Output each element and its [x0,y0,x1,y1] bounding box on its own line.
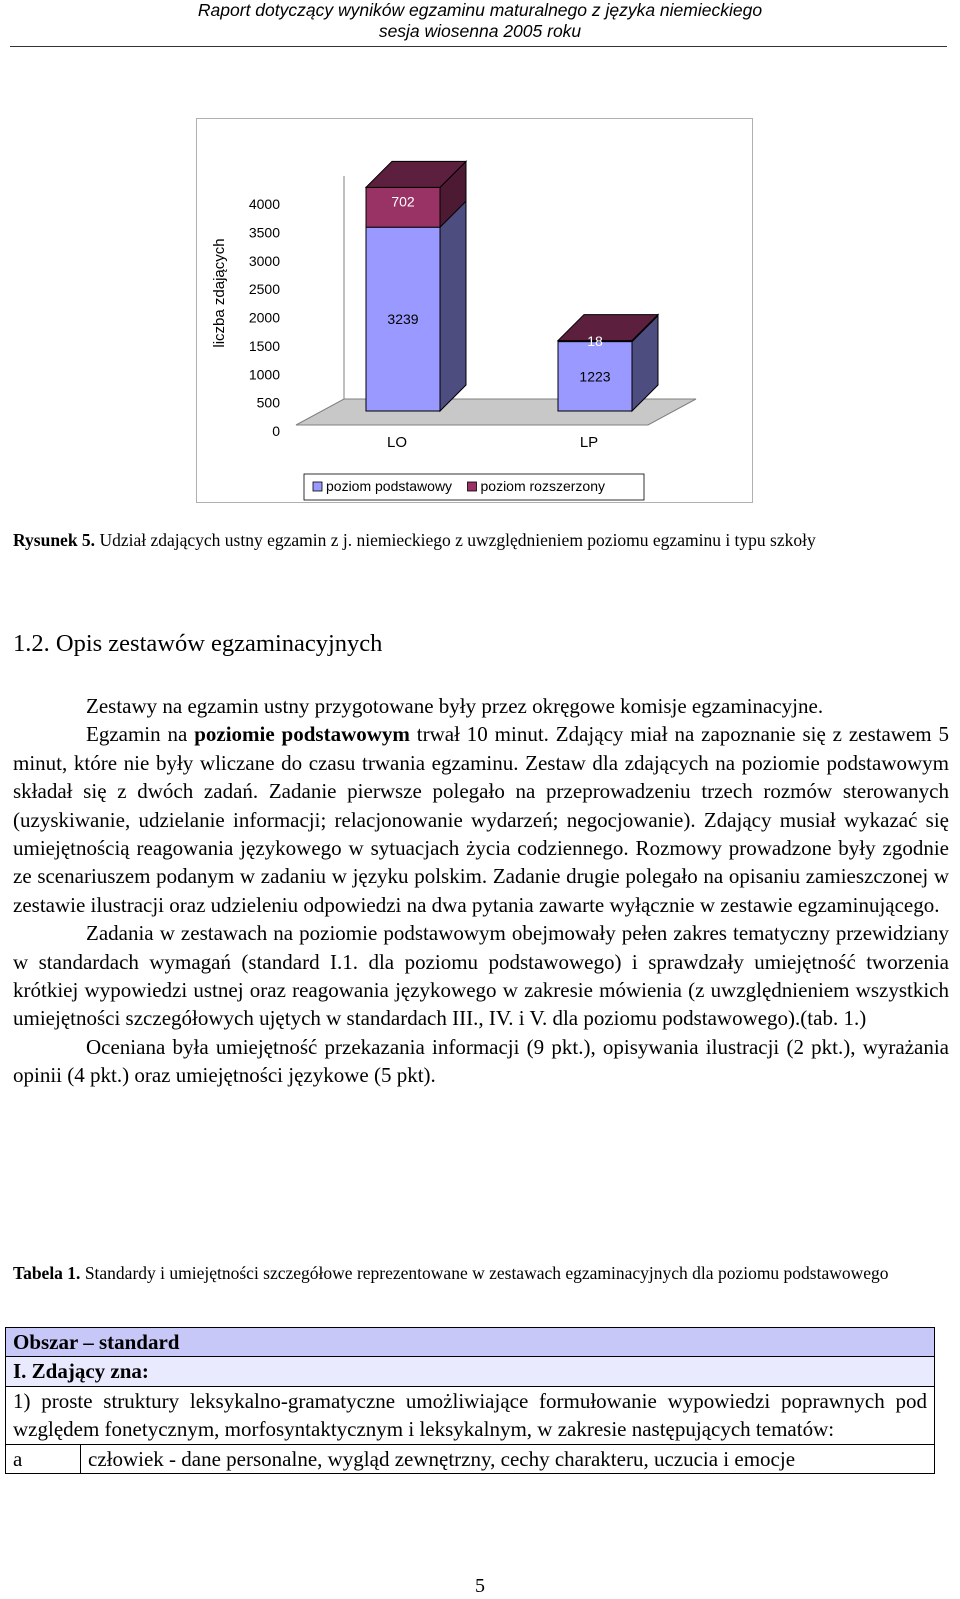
y-tick-label: 2000 [248,309,280,326]
chart-svg [196,118,771,512]
table-caption-label: Tabela 1. [13,1263,81,1283]
x-tick-label: LP [579,434,599,451]
legend-label: poziom podstawowy [326,478,453,494]
table-caption [13,1261,949,1285]
paragraph-3: Zadania w zestawach na poziomie podstawowym obejmowały pełen zakres tematyczny przewidziany w standardach wymagań (standard I.1. dla poziomu podstawowego) i sprawdzały umiejętność tworzenia krótkiej wypowiedzi ustnej oraz reagowania językowego w zakresie mówienia (z uwzględnieniem wszystkich umiejętności szczegółowych ujętych w standardach III., IV. i V. dla poziomu podstawowego).(tab. 1.) [13,921,949,1031]
table-row-2-text: człowiek - dane personalne, wygląd zewnętrzny, cechy charakteru, uczucia i emocje [81,1444,935,1473]
paragraph-1: Zestawy na egzamin ustny przygotowane były przez okręgowe komisje egzaminacyjne. [86,694,824,718]
y-tick-label: 2500 [248,281,280,298]
body-text [13,692,949,1090]
bar-data-label: 3239 [387,311,419,328]
bar-data-label: 1223 [579,368,611,385]
standards-table [5,1327,935,1474]
page-number: 5 [475,1575,485,1597]
bar-data-label: 702 [391,193,415,210]
y-tick-label: 4000 [248,196,280,212]
paragraph-2 [13,720,949,919]
paragraph-2-lead: Egzamin na [86,722,195,747]
paragraph-2-bold: poziomie podstawowym [194,722,410,747]
y-tick-label: 500 [256,394,280,411]
y-tick-label: 1500 [248,337,280,354]
header-rule [10,46,947,47]
header-line-2: sesja wiosenna 2005 roku [378,21,582,41]
bar-side-LO-0 [440,201,466,411]
table-row-1: 1) proste struktury leksykalno-gramatyczne umożliwiające formułowanie wypowiedzi poprawnych pod względem fonetycznym, morfosyntaktycznym i leksykalnym, w zakresie następujących tematów: [6,1386,935,1444]
y-tick-label: 1000 [248,366,280,383]
figure-caption-label: Rysunek 5. [13,530,96,550]
legend-swatch [468,482,477,491]
legend-label: poziom rozszerzony [480,478,605,494]
table-subheader: I. Zdający zna: [6,1357,935,1386]
x-tick-label: LO [386,434,408,451]
y-tick-label: 0 [272,423,280,439]
y-axis-label: liczba zdających [211,238,228,348]
table-row-2-letter: a [6,1444,81,1473]
legend-swatch [313,482,322,491]
header-line-1: Raport dotyczący wyników egzaminu maturalnego z języka niemieckiego [197,0,763,20]
table-caption-text: Standardy i umiejętności szczegółowe reprezentowane w zestawach egzaminacyjnych dla poziomu podstawowego [84,1263,889,1283]
y-tick-label: 3500 [248,224,280,241]
y-tick-label: 3000 [248,252,280,269]
running-header [0,0,960,42]
section-title: 1.2. Opis zestawów egzaminacyjnych [13,630,383,657]
paragraph-2-rest: trwał 10 minut. Zdający miał na zapoznanie się z zestawem 5 minut, które nie były wliczane do czasu trwania egzaminu. Zestaw dla zdających na poziomie podstawowym składał się z dwóch zadań. Zadanie pierwsze polegało na przeprowadzeniu trzech rozmów sterowanych (uzyskiwanie, udzielanie informacji; relacjonowanie wydarzeń; negocjowanie). Zdający musiał wykazać się umiejętnością reagowania językowego w sytuacjach życia codziennego. Rozmowy prowadzone były zgodnie ze scenariuszem podanym w zadaniu w języku polskim. Zadanie drugie polegało na opisaniu zamieszczonej w zestawie ilustracji oraz udzieleniu odpowiedzi na dwa pytania zawarte wyłącznie w zestawie egzaminującego. [13,722,949,917]
table-header: Obszar – standard [6,1328,935,1357]
chart-figure [196,118,771,512]
figure-caption [13,528,949,552]
figure-caption-text: Udział zdających ustny egzamin z j. niemieckiego z uwzględnieniem poziomu egzaminu i typu szkoły [99,530,816,550]
chart-legend [304,474,644,500]
bar-data-label: 18 [587,333,603,350]
paragraph-4: Oceniana była umiejętność przekazania informacji (9 pkt.), opisywania ilustracji (2 pkt.), wyrażania opinii (4 pkt.) oraz umiejętności językowe (5 pkt). [13,1034,949,1088]
